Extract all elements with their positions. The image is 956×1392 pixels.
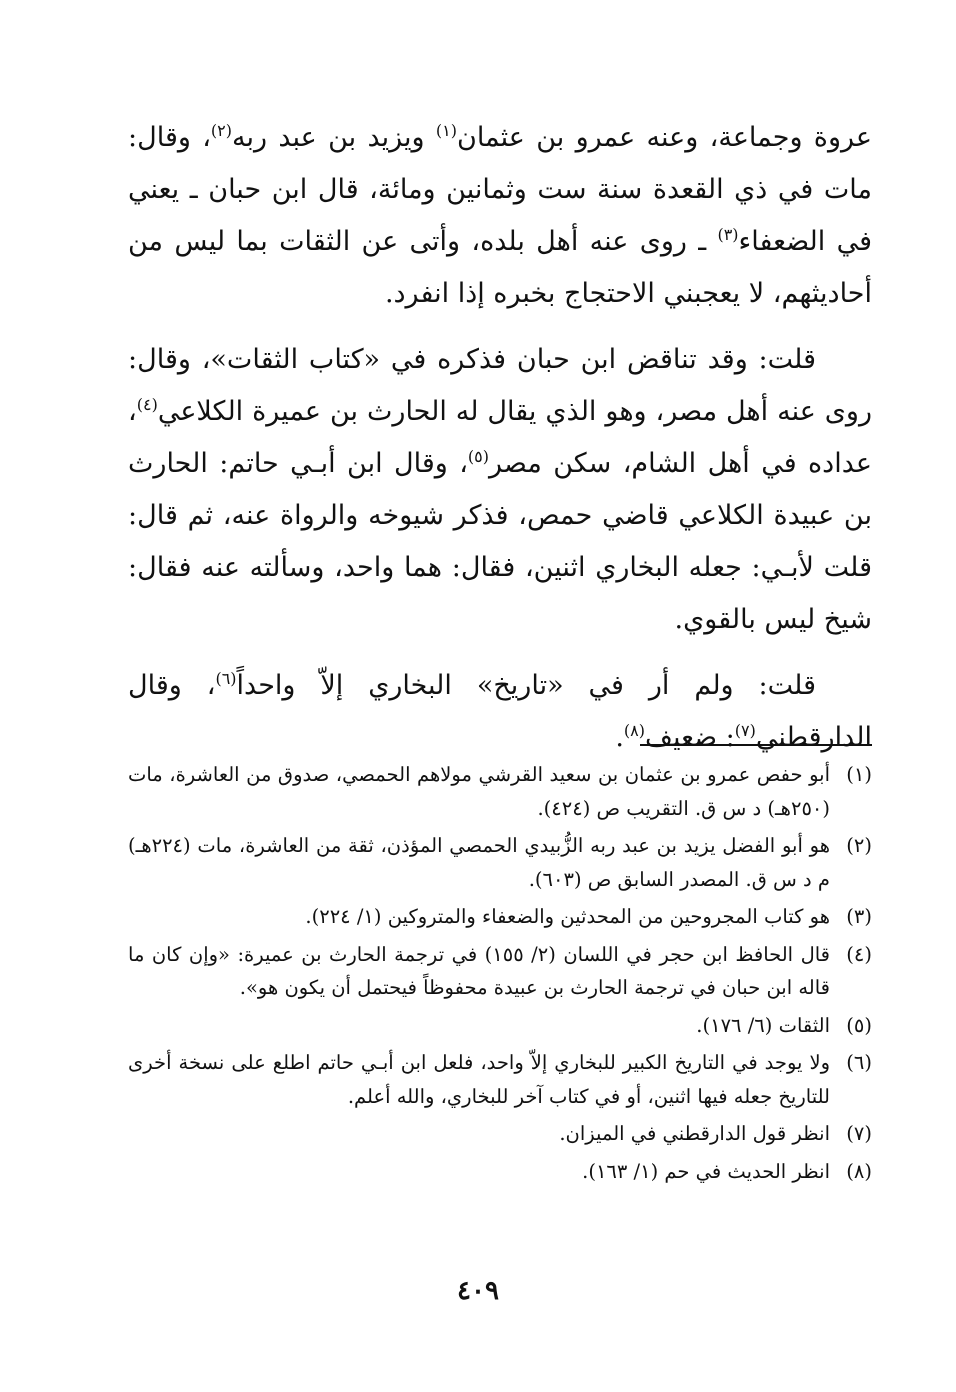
paragraph-text: ، وقال ابن أبـي حاتم: الحارث بن عبيدة الكلاعي قاضي حمص، فذكر شيوخه والرواة عنه، ثم قال: قلت لأبـي: جعله البخاري اثنين، فقال: هما واحد، وسألته عنه فقال: شيخ ليس بالقوي. — [128, 448, 872, 635]
footnotes — [128, 758, 872, 1192]
footnote-number: (٨) — [846, 1159, 872, 1183]
footnote-reference: (٥) — [467, 447, 490, 466]
footnote-text: ولا يوجد في التاريخ الكبير للبخاري إلاّ واحد، فلعل ابن أبـي حاتم اطلع على نسخة أخرى للتاريخ جعله فيها اثنين، أو في كتاب آخر للبخاري، والله أعلم. — [128, 1051, 830, 1108]
footnote-reference: (٤) — [136, 395, 158, 414]
paragraph-text: قلت: ولم أر في «تاريخ» البخاري إلاّ واحداً — [236, 670, 816, 701]
paragraph-text: ، وقال الدارقطني — [128, 670, 872, 753]
paragraph-text: . — [615, 722, 624, 753]
footnote — [128, 1009, 872, 1043]
footnote — [128, 1155, 872, 1189]
paragraph-text: ، وقال: مات في ذي القعدة سنة ست وثمانين ومائة، قال ابن حبان ـ يعني في الضعفاء — [128, 122, 872, 257]
footnote-number: (٦) — [846, 1051, 872, 1074]
paragraph — [128, 660, 872, 764]
footnote-text: قال الحافظ ابن حجر في اللسان (٢/ ١٥٥) في ترجمة الحارث بن عميرة: «وإن كان ما قاله ابن حبان في ترجمة الحارث بن عبيدة محفوظاً فيحتمل أن يكون هو». — [128, 942, 830, 999]
footnote-reference: (٣) — [717, 225, 739, 244]
footnote-reference: (٦) — [215, 669, 237, 688]
paragraph-text: : ضعيف — [645, 722, 735, 753]
footnote-number: (١) — [846, 763, 872, 786]
footnote-number: (٢) — [846, 834, 872, 857]
paragraph-text: ، عداده في أهل الشام، سكن مصر — [128, 396, 872, 479]
footnote — [128, 1117, 872, 1151]
footnote-text: الثقات (٦/ ١٧٦). — [696, 1013, 830, 1037]
page-number: ٤٠٩ — [457, 1276, 499, 1306]
footnote — [128, 938, 872, 1005]
footnote-text: أبو حفص عمرو بن عثمان بن سعيد القرشي مولاهم الحمصي، صدوق من العاشرة، مات (٢٥٠هـ) د س ق. التقريب ص (٤٢٤). — [128, 763, 830, 820]
footnote-reference: (٢) — [210, 121, 232, 140]
footnote — [128, 1046, 872, 1113]
footnote — [128, 829, 872, 896]
footnote — [128, 900, 872, 934]
footnote-separator — [640, 744, 872, 746]
footnote-text: هو كتاب المجروحين من المحدثين والضعفاء والمتروكين (١/ ٢٢٤). — [305, 905, 830, 928]
footnote-number: (٤) — [846, 942, 872, 966]
paragraph — [128, 112, 872, 320]
footnote-text: انظر قول الدارقطني في الميزان. — [559, 1122, 830, 1145]
footnote-reference: (١) — [435, 121, 457, 140]
footnote-number: (٣) — [846, 905, 872, 928]
footnote-reference: (٨) — [623, 721, 646, 740]
paragraph-text: ـ روى عنه أهل بلده، وأتى عن الثقات بما ليس من أحاديثهم، لا يعجبني الاحتجاج بخبره إذا انفرد. — [128, 226, 872, 309]
main-text — [128, 112, 872, 778]
footnote-number: (٥) — [846, 1013, 872, 1037]
paragraph-text: ويزيد بن عبد ربه — [232, 122, 436, 153]
footnote-reference: (٧) — [734, 721, 756, 740]
footnote-text: انظر الحديث في حم (١/ ١٦٣). — [582, 1159, 830, 1183]
footnote-text: هو أبو الفضل يزيد بن عبد ربه الزُّبيدي الحمصي المؤذن، ثقة من العاشرة، مات (٢٢٤هـ) م د س ق. المصدر السابق ص (٦٠٣). — [128, 834, 830, 891]
paragraph — [128, 334, 872, 646]
footnote — [128, 758, 872, 825]
paragraph-text: قلت: وقد تناقض ابن حبان فذكره في «كتاب الثقات»، وقال: روى عنه أهل مصر، وهو الذي يقال له الحارث بن عميرة الكلاعي — [128, 344, 872, 427]
footnote-number: (٧) — [846, 1122, 872, 1145]
paragraph-text: عروة وجماعة، وعنه عمرو بن عثمان — [456, 122, 872, 153]
